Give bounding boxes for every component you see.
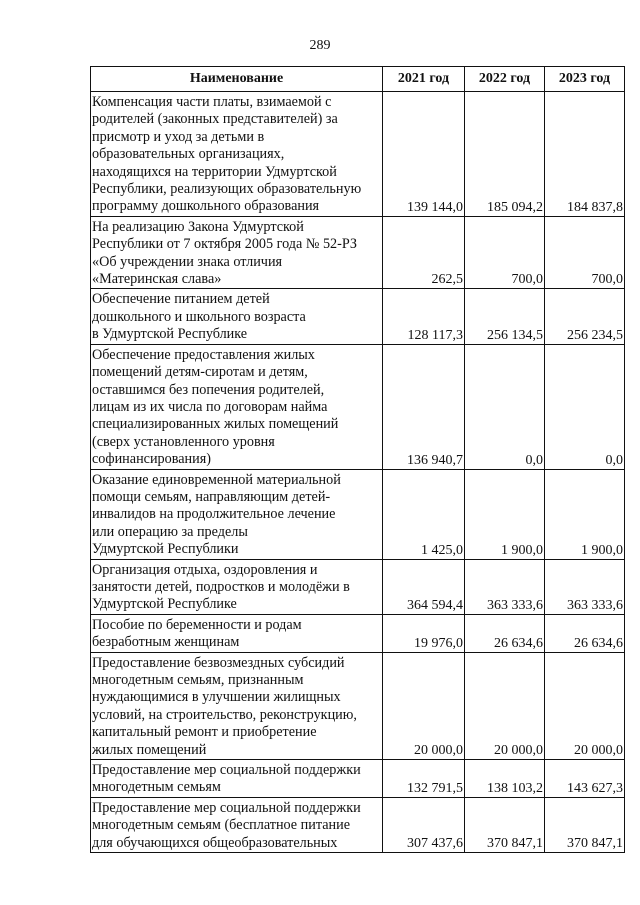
row-2022: 0,0 — [465, 344, 545, 469]
row-name: На реализацию Закона Удмуртской Республики от 7 октября 2005 года № 52-РЗ «Об учреждении знака отличия «Материнская слава» — [91, 216, 383, 289]
row-2021: 139 144,0 — [383, 92, 465, 217]
row-2023: 700,0 — [545, 216, 625, 289]
table-row — [91, 559, 625, 614]
row-2022: 1 900,0 — [465, 469, 545, 559]
row-2023: 370 847,1 — [545, 797, 625, 852]
row-2022: 26 634,6 — [465, 614, 545, 652]
row-2021: 364 594,4 — [383, 559, 465, 614]
row-name: Предоставление мер социальной поддержки многодетным семьям — [91, 760, 383, 798]
row-2023: 20 000,0 — [545, 652, 625, 759]
row-2023: 1 900,0 — [545, 469, 625, 559]
table-row — [91, 469, 625, 559]
row-name: Предоставление мер социальной поддержки многодетным семьям (бесплатное питание для обучающихся общеобразовательных — [91, 797, 383, 852]
row-name: Обеспечение предоставления жилых помещений детям-сиротам и детям, оставшимся без попечения родителей, лицам из их числа по договорам найма специализированных жилых помещений (сверх установленного уровня софинансирования) — [91, 344, 383, 469]
row-2023: 184 837,8 — [545, 92, 625, 217]
row-2021: 136 940,7 — [383, 344, 465, 469]
row-2022: 700,0 — [465, 216, 545, 289]
row-name: Оказание единовременной материальной помощи семьям, направляющим детей- инвалидов на продолжительное лечение или операцию за пределы Удмуртской Республики — [91, 469, 383, 559]
row-2021: 128 117,3 — [383, 289, 465, 344]
row-name: Компенсация части платы, взимаемой с родителей (законных представителей) за присмотр и уход за детьми в образовательных организациях, находящихся на территории Удмуртской Республики, реализующих образовательную программу дошкольного образования — [91, 92, 383, 217]
budget-table — [90, 66, 625, 853]
row-name: Предоставление безвозмездных субсидий многодетным семьям, признанным нуждающимися в улучшении жилищных условий, на строительство, реконструкцию, капитальный ремонт и приобретение жилых помещений — [91, 652, 383, 759]
row-2023: 256 234,5 — [545, 289, 625, 344]
table-row — [91, 760, 625, 798]
header-2021: 2021 год — [383, 67, 465, 92]
table-row — [91, 797, 625, 852]
row-2023: 363 333,6 — [545, 559, 625, 614]
row-2023: 0,0 — [545, 344, 625, 469]
table-header-row — [91, 67, 625, 92]
row-2022: 363 333,6 — [465, 559, 545, 614]
row-2023: 143 627,3 — [545, 760, 625, 798]
row-2021: 20 000,0 — [383, 652, 465, 759]
table-row — [91, 652, 625, 759]
row-2022: 256 134,5 — [465, 289, 545, 344]
row-2021: 307 437,6 — [383, 797, 465, 852]
page-number: 289 — [309, 38, 331, 53]
row-2021: 1 425,0 — [383, 469, 465, 559]
header-2023: 2023 год — [545, 67, 625, 92]
table-row — [91, 289, 625, 344]
row-name: Пособие по беременности и родам безработным женщинам — [91, 614, 383, 652]
row-2022: 185 094,2 — [465, 92, 545, 217]
row-2021: 19 976,0 — [383, 614, 465, 652]
row-2021: 132 791,5 — [383, 760, 465, 798]
header-name: Наименование — [91, 67, 383, 92]
row-2023: 26 634,6 — [545, 614, 625, 652]
row-2021: 262,5 — [383, 216, 465, 289]
table-row — [91, 216, 625, 289]
row-2022: 370 847,1 — [465, 797, 545, 852]
table-row — [91, 344, 625, 469]
row-name: Организация отдыха, оздоровления и занятости детей, подростков и молодёжи в Удмуртской Республике — [91, 559, 383, 614]
header-2022: 2022 год — [465, 67, 545, 92]
table-row — [91, 92, 625, 217]
row-2022: 20 000,0 — [465, 652, 545, 759]
row-name: Обеспечение питанием детей дошкольного и школьного возраста в Удмуртской Республике — [91, 289, 383, 344]
row-2022: 138 103,2 — [465, 760, 545, 798]
table-row — [91, 614, 625, 652]
